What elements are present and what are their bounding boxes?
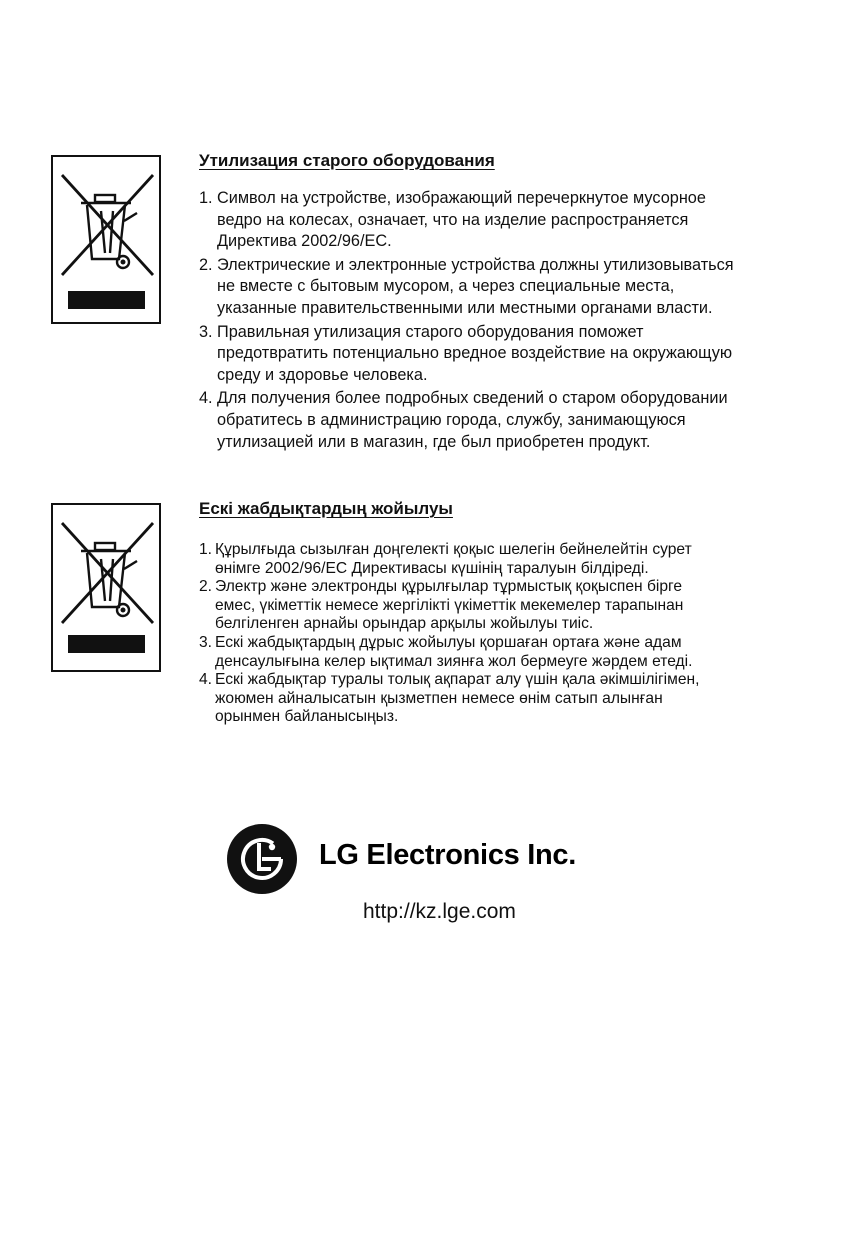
list-item: 3. Ескі жабдықтардың дұрыс жойылуы қоршаған ортаға және адам денсаулығына келер ықтимал зиянға жол бермеуге жәрдем етеді. bbox=[199, 633, 693, 670]
company-name: LG Electronics Inc. bbox=[319, 839, 576, 871]
crossed-out-wheelie-bin-icon bbox=[57, 167, 157, 282]
list-item: 1. Символ на устройстве, изображающий перечеркнутое мусорное ведро на колесах, означает, что на изделие распространяется Директива 2002/96/EC. bbox=[199, 189, 706, 251]
section-russian bbox=[199, 151, 809, 455]
weee-symbol-1 bbox=[51, 155, 161, 324]
section-heading: Утилизация старого оборудования bbox=[199, 151, 495, 170]
section-heading: Ескі жабдықтардың жойылуы bbox=[199, 499, 453, 518]
section-kazakh bbox=[199, 499, 809, 727]
website-url: http://kz.lge.com bbox=[363, 900, 516, 923]
list-item: 4. Ескі жабдықтар туралы толық ақпарат алу үшін қала әкімшілігімен, жоюмен айналысатын қызметпен немесе өнім сатып алынған орынмен байланысыңыз. bbox=[199, 671, 700, 726]
weee-bar bbox=[68, 635, 145, 653]
list-item: 1. Құрылғыда сызылған доңгелекті қоқыс шелегін бейнелейтін сурет өнімге 2002/96/ЕС Директивасы күшінің таралуын білдіреді. bbox=[199, 541, 692, 577]
weee-symbol-2 bbox=[51, 503, 161, 672]
list-item: 2. Электр және электронды құрылғылар тұрмыстық қоқыспен бірге емес, үкіметтік немесе жергілікті үкіметтік мекемелер тарапынан белгіленген арнайы орындар арқылы жойылуы тиіс. bbox=[199, 578, 684, 633]
list-item: 3. Правильная утилизация старого оборудования поможет предотвратить потенциально вредное воздействие на окружающую среду и здоровье человека. bbox=[199, 322, 733, 384]
instruction-list bbox=[199, 188, 809, 453]
company-logo-row bbox=[226, 823, 646, 895]
list-item: 4. Для получения более подробных сведений о старом оборудовании обратитесь в администрацию города, службу, занимающуюся утилизацией или в магазин, где был приобретен продукт. bbox=[199, 389, 728, 451]
lg-logo-icon bbox=[226, 823, 298, 895]
instruction-list bbox=[199, 541, 809, 727]
crossed-out-wheelie-bin-icon bbox=[57, 515, 157, 630]
weee-bar bbox=[68, 291, 145, 309]
list-item: 2. Электрические и электронные устройства должны утилизовываться не вместе с бытовым мусором, а через специальные места, указанные правительственными или местными органами власти. bbox=[199, 255, 734, 317]
